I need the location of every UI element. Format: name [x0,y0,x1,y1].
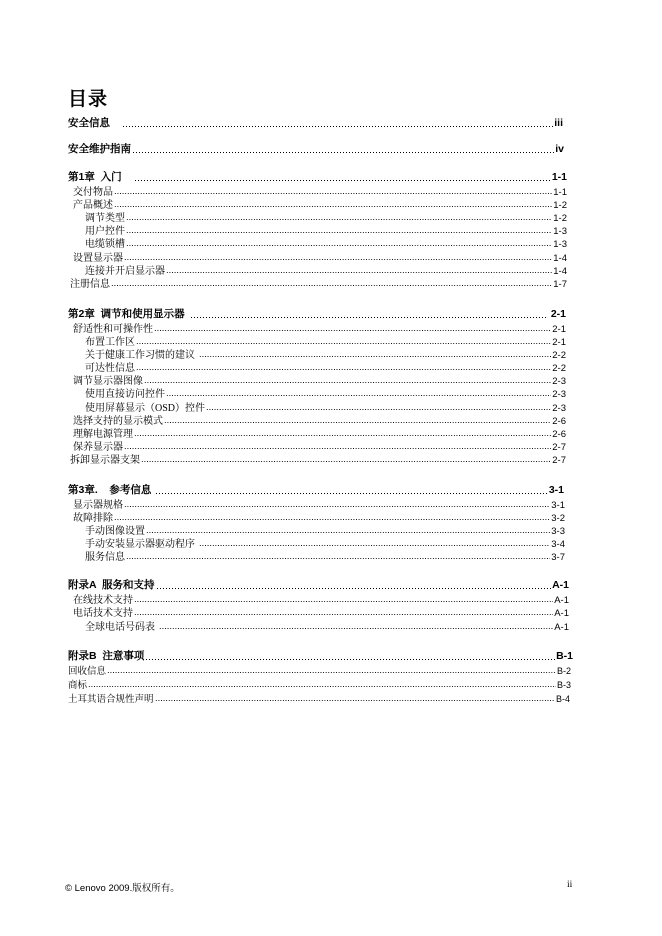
toc-entry-phone-support[interactable] [73,604,569,617]
toc-entry-overview[interactable] [73,196,567,209]
toc-chapter-2[interactable] [68,306,566,320]
dot-leader [166,265,552,275]
toc-entry-page: 1-3 [553,239,567,250]
toc-entry-remove-stand[interactable] [70,451,566,464]
toc-entry-adjust-types[interactable] [85,209,567,222]
toc-entry-page: 2-7 [552,455,566,466]
toc-entry-osd-controls[interactable] [85,399,566,412]
toc-chapter-3[interactable] [68,482,564,496]
dot-leader [124,499,550,509]
toc-entry-label: 故障排除 [73,513,113,524]
dot-leader [199,538,550,548]
dot-leader [111,278,552,288]
toc-entry-label: 布置工作区 [85,337,135,348]
toc-entry-page: 2-6 [552,429,566,440]
toc-entry-online-support[interactable] [73,591,569,604]
toc-entry-label: 舒适性和可操作性 [73,324,153,335]
toc-entry-label: 手动安装显示器驱动程序 [85,539,195,550]
toc-entry-label: 可达性信息 [85,363,135,374]
toc-entry-label: 设置显示器 [73,253,123,264]
toc-appendix-a[interactable] [68,577,569,591]
toc-entry-page: 1-2 [553,200,567,211]
dot-leader [114,186,552,196]
toc-entry-comfort[interactable] [73,320,566,333]
toc-entry-label: 安全信息 [68,117,110,129]
toc-entry-safety-info[interactable] [68,115,563,129]
toc-entry-power-management[interactable] [73,425,566,438]
dot-leader [114,512,550,522]
toc-entry-page: 1-1 [551,171,567,183]
dot-leader [164,415,551,425]
toc-entry-label: 选择支持的显示模式 [73,416,163,427]
toc-entry-page: 3-3 [551,526,565,537]
toc-entry-phone-list[interactable] [85,618,569,631]
toc-entry-display-modes[interactable] [73,412,566,425]
toc-entry-page: 3-7 [551,552,565,563]
toc-entry-label: 调节类型 [85,213,125,224]
page-title: 目录 [68,89,109,110]
toc-entry-care[interactable] [73,438,566,451]
toc-entry-safety-guide[interactable] [68,141,564,155]
toc-entry-label: 在线技术支持 [73,595,133,606]
toc-entry-label: 附录A 服务和支持 [68,579,155,591]
toc-entry-label: 显示器规格 [73,500,123,511]
toc-entry-page: 1-4 [553,253,567,264]
dot-leader [88,679,556,689]
dot-leader [145,652,555,662]
toc-entry-label: 回收信息 [68,667,107,677]
toc-entry-page: 2-1 [552,337,566,348]
toc-entry-adjust-image[interactable] [73,372,566,385]
toc-entry-label: 理解电源管理 [73,429,133,440]
toc-entry-page: B-2 [556,666,571,676]
rights-text: 版权所有。 [132,884,180,894]
toc-entry-label: 手动图像设置 [85,526,145,537]
toc-entry-page: 2-3 [552,403,566,414]
toc-entry-page: B-1 [556,650,573,662]
dot-leader [124,441,551,451]
toc-entry-label: 调节显示器图像 [73,376,143,387]
toc-entry-label: 用户控件 [85,226,125,237]
dot-leader [156,581,552,591]
dot-leader [190,310,546,320]
toc-entry-page: A-1 [554,595,569,606]
dot-leader [122,119,553,129]
toc-appendix-b[interactable] [68,648,573,662]
toc-entry-label: 使用屏幕显示（OSD）控件 [85,403,206,414]
toc-entry-label: 电缆锁槽 [85,239,125,250]
toc-entry-label: 连接并开启显示器 [85,266,165,277]
toc-entry-label: 拆卸显示器支架 [70,455,140,466]
toc-entry-direct-controls[interactable] [85,385,566,398]
toc-entry-workspace[interactable] [85,333,566,346]
toc-entry-page: 2-2 [552,350,566,361]
toc-entry-troubleshooting[interactable] [73,509,565,522]
dot-leader [166,388,551,398]
toc-entry-page: 1-2 [553,213,567,224]
footer-page-number: ii [567,880,573,890]
toc-entry-manual-image-setup[interactable] [85,522,565,535]
toc-entry-registration[interactable] [70,275,567,288]
toc-entry-page: 1-3 [553,226,567,237]
toc-entry-label: 第3章. 参考信息 [68,484,152,496]
toc-entry-page: 2-3 [552,389,566,400]
dot-leader [124,252,552,262]
toc-entry-label: 第2章 调节和使用显示器 [68,308,185,320]
toc-chapter-1[interactable] [68,169,567,183]
toc-entry-contents[interactable] [73,183,567,196]
toc-entry-turkish-compliance[interactable] [68,691,570,703]
dot-leader [159,621,553,631]
toc-entry-label: 产品概述 [73,200,113,211]
dot-leader [132,145,554,155]
dot-leader [107,665,556,675]
toc-entry-page: B-3 [556,680,571,690]
dot-leader [126,238,552,248]
dot-leader [114,199,552,209]
toc-entry-label: 服务信息 [85,552,125,563]
toc-entry-page: 2-1 [552,324,566,335]
toc-entry-page: 1-7 [553,279,567,290]
toc-entry-recycling[interactable] [68,663,571,675]
toc-entry-page: 2-1 [550,308,566,320]
toc-entry-page: 3-4 [551,539,565,550]
toc-entry-page: 3-1 [548,484,564,496]
toc-entry-page: A-1 [554,622,569,633]
toc-entry-accessibility[interactable] [85,359,566,372]
dot-leader [155,486,547,496]
dot-leader [144,375,551,385]
toc-entry-label: 安全维护指南 [68,143,131,155]
toc-entry-health-tips[interactable] [85,346,566,359]
toc-entry-label: 交付物品 [73,187,113,198]
toc-entry-page: 2-2 [552,363,566,374]
toc-entry-page: iii [554,117,563,129]
dot-leader [134,607,553,617]
toc-entry-page: 1-4 [553,266,567,277]
copyright-text: © Lenovo 2009. [65,883,133,894]
dot-leader [146,525,550,535]
toc-entry-label: 关于健康工作习惯的建议 [85,350,195,361]
toc-entry-page: 1-1 [553,187,567,198]
toc-entry-page: A-1 [552,579,569,591]
toc-entry-page: 3-2 [551,513,565,524]
dot-leader [206,402,551,412]
toc-entry-page: B-4 [555,694,570,704]
toc-entry-trademarks[interactable] [68,677,571,689]
dot-leader [136,362,551,372]
dot-leader [126,225,552,235]
toc-entry-label: 全球电话号码表 [85,622,155,633]
dot-leader [126,551,550,561]
toc-entry-manual-driver-install[interactable] [85,535,565,548]
toc-entry-page: 2-3 [552,376,566,387]
dot-leader [134,594,553,604]
dot-leader [136,336,551,346]
toc-entry-cable-lock[interactable] [85,235,567,248]
dot-leader [134,173,551,183]
toc-entry-label: 附录B 注意事项 [68,650,145,662]
dot-leader [155,693,555,703]
toc-entry-page: iv [555,143,564,155]
footer-copyright [65,880,180,894]
toc-entry-page: 2-6 [552,416,566,427]
toc-entry-page: A-1 [554,608,569,619]
dot-leader [134,428,551,438]
dot-leader [199,349,551,359]
toc-entry-label: 注册信息 [70,279,110,290]
toc-entry-label: 电话技术支持 [73,608,133,619]
toc-entry-page: 3-1 [551,500,565,511]
toc-entry-user-controls[interactable] [85,222,567,235]
toc-entry-label: 商标 [68,681,88,691]
toc-entry-specs[interactable] [73,496,565,509]
toc-entry-connect[interactable] [85,262,567,275]
dot-leader [126,212,552,222]
dot-leader [141,454,551,464]
toc-entry-label: 第1章 入门 [68,171,122,183]
dot-leader [154,323,551,333]
toc-entry-setup[interactable] [73,249,567,262]
toc-entry-service-info[interactable] [85,548,565,561]
toc-entry-label: 使用直接访问控件 [85,389,165,400]
toc-entry-page: 2-7 [552,442,566,453]
toc-entry-label: 保养显示器 [73,442,123,453]
toc-entry-label: 土耳其语合规性声明 [68,695,154,705]
